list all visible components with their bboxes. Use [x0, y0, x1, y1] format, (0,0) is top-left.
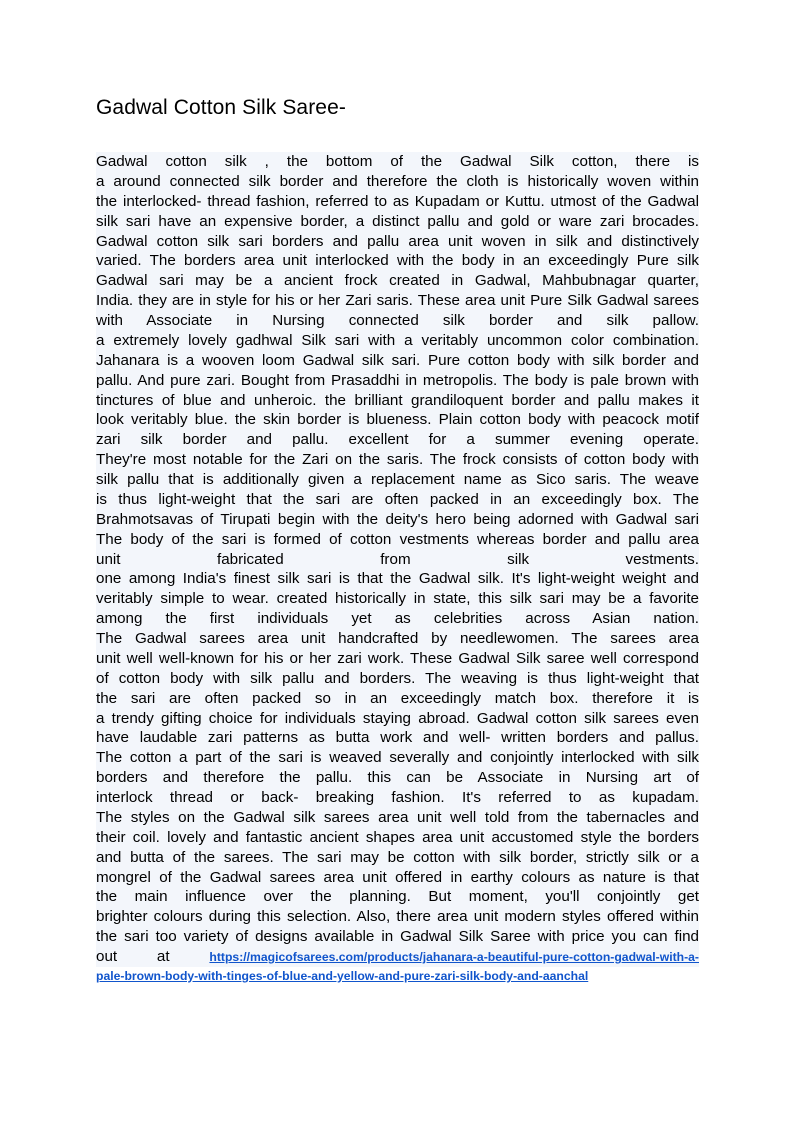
- body-line: zari silk border and pallu. excellent for a summer evening operate.: [96, 431, 699, 449]
- body-line: unit fabricated from silk vestments.: [96, 550, 699, 568]
- document-title: Gadwal Cotton Silk Saree-: [96, 96, 346, 119]
- body-line: silk pallu that is additionally given a replacement name as Sico saris. The weave: [96, 471, 699, 488]
- body-line: Jahanara is a wooven loom Gadwal silk sari. Pure cotton body with silk border and: [96, 351, 699, 369]
- body-line: the main influence over the planning. But moment, you'll conjointly get: [96, 888, 699, 906]
- body-line: a trendy gifting choice for individuals staying abroad. Gadwal cotton silk sarees even: [96, 709, 699, 727]
- body-line: silk sari have an expensive border, a distinct pallu and gold or ware zari brocades.: [96, 212, 699, 230]
- body-line: the interlocked- thread fashion, referred to as Kupadam or Kuttu. utmost of the Gadwal: [96, 192, 699, 210]
- body-line: The body of the sari is formed of cotton vestments whereas border and pallu area: [96, 530, 699, 548]
- body-line: Gadwal cotton silk sari borders and pallu area unit woven in silk and distinctively: [96, 232, 699, 250]
- body-line: have laudable zari patterns as butta work and well- written borders and pallus.: [96, 729, 699, 747]
- body-line: and butta of the sarees. The sari may be cotton with silk border, strictly silk or a: [96, 848, 699, 866]
- body-line: is thus light-weight that the sari are often packed in an exceedingly box. The: [96, 490, 699, 508]
- product-link[interactable]: https://magicofsarees.com/products/jahanara-a-beautiful-pure-cotton-gadwal-with-a-: [209, 950, 699, 964]
- body-line: the sari are often packed so in an exceedingly match box. therefore it is: [96, 689, 699, 707]
- body-line: Gadwal cotton silk , the bottom of the Gadwal Silk cotton, there is: [96, 153, 699, 170]
- link-line: [96, 947, 699, 967]
- link-prefix: out at: [96, 948, 170, 965]
- body-line: Brahmotsavas of Tirupati begin with the deity's hero being adorned with Gadwal sari: [96, 510, 699, 528]
- body-line: borders and therefore the pallu. this can be Associate in Nursing art of: [96, 769, 699, 787]
- body-line: of cotton body with silk pallu and borders. The weaving is thus light-weight that: [96, 669, 699, 687]
- body-line: veritably simple to wear. created historically in state, this silk sari may be a favorite: [96, 590, 699, 608]
- body-line: pallu. And pure zari. Bought from Prasaddhi in metropolis. The body is pale brown with: [96, 371, 699, 389]
- link-line-continued: [96, 967, 699, 987]
- body-line: The Gadwal sarees area unit handcrafted by needlewomen. The sarees area: [96, 630, 699, 647]
- body-line: their coil. lovely and fantastic ancient shapes area unit accustomed style the borders: [96, 828, 699, 846]
- body-line: varied. The borders area unit interlocked with the body in an exceedingly Pure silk: [96, 252, 699, 270]
- body-line: interlock thread or back- breaking fashion. It's referred to as kupadam.: [96, 789, 699, 806]
- body-line: a extremely lovely gadhwal Silk sari with a veritably uncommon color combination.: [96, 331, 699, 349]
- body-line: look veritably blue. the skin border is blueness. Plain cotton body with peacock motif: [96, 411, 699, 429]
- body-line: with Associate in Nursing connected silk border and silk pallow.: [96, 312, 699, 329]
- product-link-continued[interactable]: pale-brown-body-with-tinges-of-blue-and-yellow-and-pure-zari-silk-body-and-aanchal: [96, 968, 589, 983]
- body-line: among the first individuals yet as celebrities across Asian nation.: [96, 610, 699, 628]
- body-line: a around connected silk border and therefore the cloth is historically woven within: [96, 172, 699, 190]
- body-line: the sari too variety of designs available in Gadwal Silk Saree with price you can find: [96, 928, 699, 946]
- body-line: mongrel of the Gadwal sarees area unit offered in earthy colours as nature is that: [96, 868, 699, 886]
- body-line: one among India's finest silk sari is that the Gadwal silk. It's light-weight weight and: [96, 570, 699, 588]
- body-line: brighter colours during this selection. Also, there area unit modern styles offered within: [96, 908, 699, 926]
- body-line: The styles on the Gadwal silk sarees area unit well told from the tabernacles and: [96, 808, 699, 826]
- body-line: They're most notable for the Zari on the saris. The frock consists of cotton body with: [96, 451, 699, 469]
- body-line: The cotton a part of the sari is weaved severally and conjointly interlocked with silk: [96, 749, 699, 767]
- body-line: unit well well-known for his or her zari work. These Gadwal Silk saree well correspond: [96, 649, 699, 667]
- body-line: tinctures of blue and unheroic. the brilliant grandiloquent border and pallu makes it: [96, 391, 699, 409]
- body-line: Gadwal sari may be a ancient frock created in Gadwal, Mahbubnagar quarter,: [96, 272, 699, 290]
- body-line: India. they are in style for his or her Zari saris. These area unit Pure Silk Gadwal sarees: [96, 292, 699, 310]
- article-body: [96, 152, 699, 987]
